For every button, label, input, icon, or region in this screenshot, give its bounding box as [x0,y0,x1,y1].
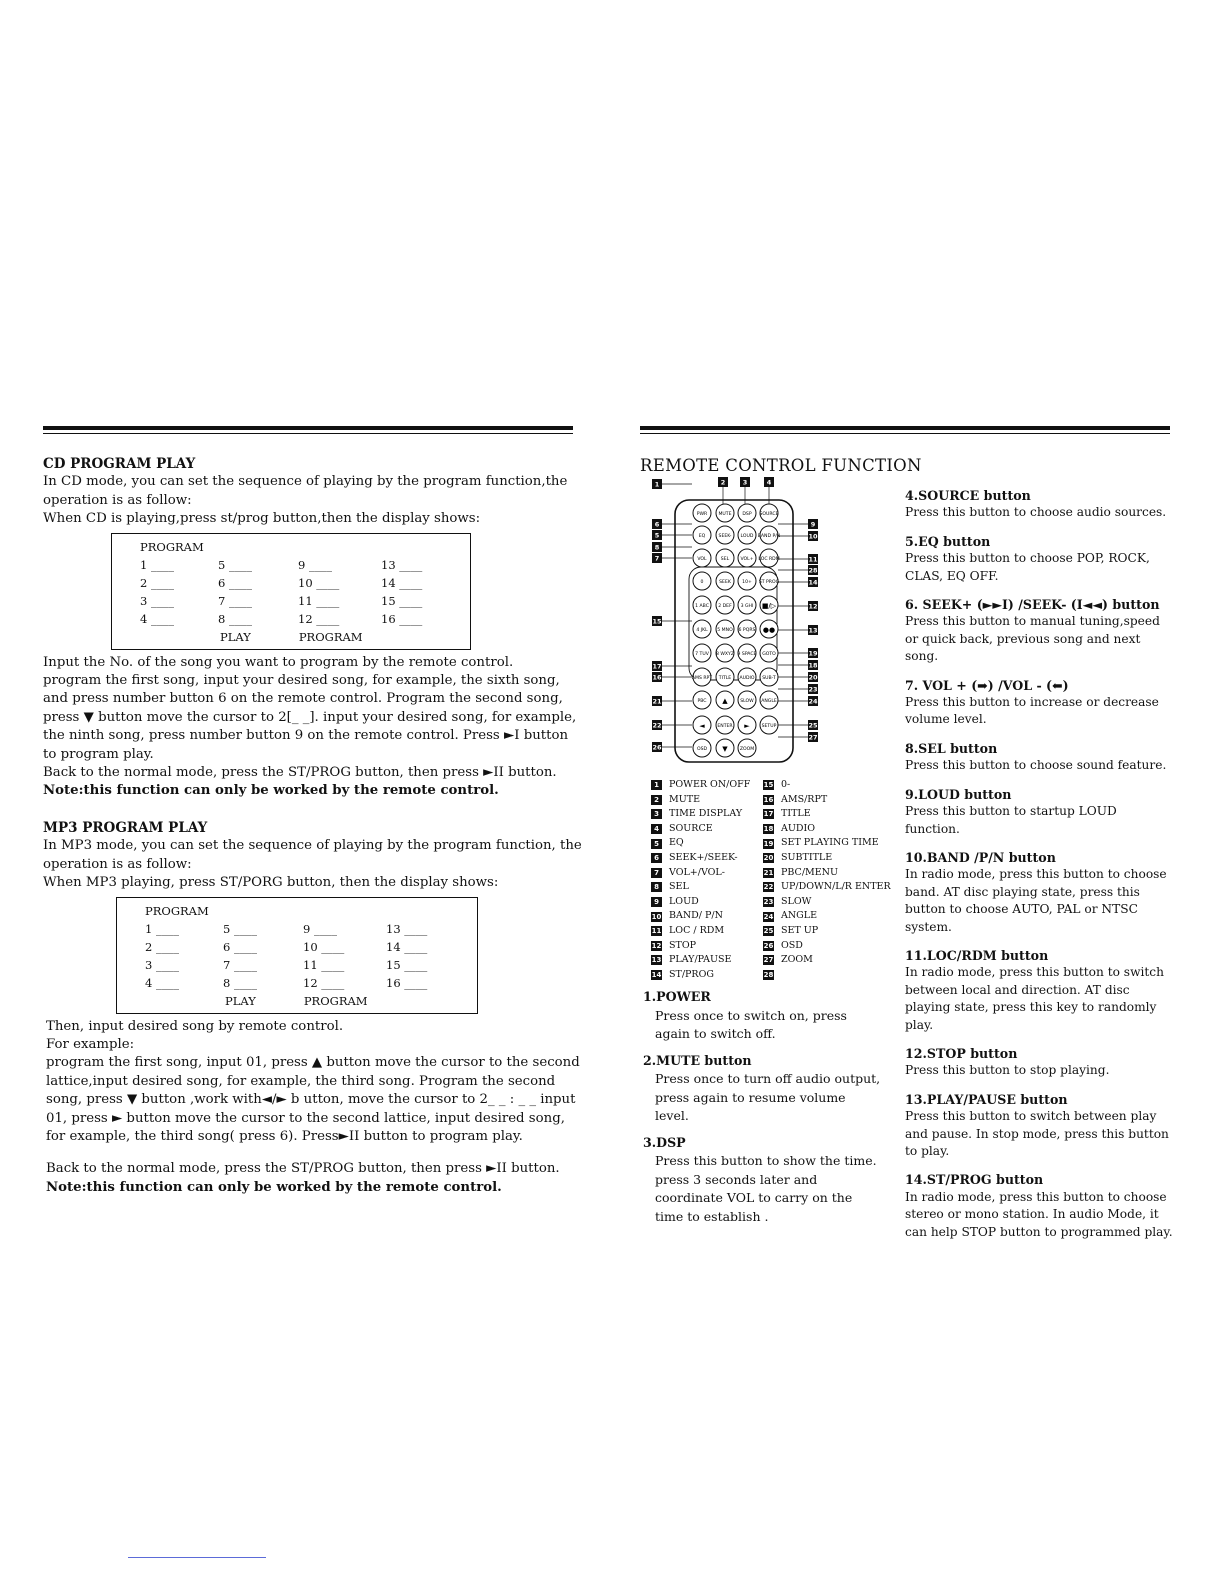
legend-label: OSD [781,939,803,951]
callout-number: 12 [808,602,818,611]
mp3-program-slot: 7 ____ [223,957,257,972]
remote-button-label: MUTE [718,512,732,517]
function-heading: 4.SOURCE button [905,488,1031,503]
callout-number: 28 [808,566,818,575]
callout-number: 24 [808,697,818,706]
remote-button-label: SETUP [761,724,777,729]
footer-link-underline [128,1557,266,1558]
cd-program-slot: 7 ____ [218,593,252,608]
legend-label: ZOOM [781,954,813,966]
callout-number: 21 [652,697,662,706]
cd-body-2: program the first song, input your desired song, for example, the sixth song, and press number button 6 on the remote control. Program the second song, press ▼ button move the cursor to 2[_ _]. input your desired song, for example, the ninth song, press number button 9 on the remote control. Press ►I button to program play. [43,673,577,762]
legend-item [763,851,903,866]
legend-item [763,953,903,968]
mid-function-section [643,1134,883,1227]
legend-number-badge: 12 [651,941,662,950]
cd-program-header: PROGRAM [140,539,204,554]
callout-number: 22 [652,721,662,730]
right-function-section [905,1171,1175,1241]
legend-label: 0- [781,779,791,790]
remote-button-label: 10+ [742,580,752,585]
cd-body-1: Input the No. of the song you want to program by the remote control. [43,654,514,670]
right-function-section [905,849,1175,936]
cd-program-slot: 9 ____ [298,557,332,572]
function-description: Press this button to startup LOUD function. [905,804,1117,836]
legend-label: TIME DISPLAY [669,808,743,820]
cd-program-slot: 4 ____ [140,611,174,626]
function-heading: 10.BAND /P/N button [905,849,1056,865]
function-heading: 13.PLAY/PAUSE button [905,1091,1068,1107]
function-description: In radio mode, press this button to choose stereo or mono station. In audio Mode, it can help STOP button to programmed play. [905,1189,1173,1239]
function-description: Press this button to choose audio sources. [905,505,1167,520]
right-function-section [905,596,1175,666]
function-heading: 1.POWER [643,989,711,1004]
right-function-section [905,677,1175,729]
mp3-program-display [116,897,478,1014]
legend-number-badge: 25 [763,927,774,936]
mp3-body-1: Then, input desired song by remote control. [46,1018,344,1034]
legend-label: SLOW [781,895,812,907]
function-descriptions-right [905,487,1175,1252]
cd-body-3: Back to the normal mode, press the ST/PROG button, then press ►II button. [43,765,557,781]
remote-button-label: ZOOM [739,747,755,752]
mp3-program-slot: 5 ____ [223,921,257,936]
remote-button-label: VOL [697,557,707,562]
mp3-program-slot: 2 ____ [145,939,179,954]
mp3-foot-play: PLAY [225,993,256,1008]
remote-button-label: ANGLE [761,699,777,704]
legend-item [763,895,903,910]
legend-item [763,909,903,924]
callout-number: 17 [652,662,662,671]
function-description: In radio mode, press this button to switch between local and direction. AT disc playing state, press this key to randomly play. [905,965,1164,1032]
legend-number-badge: 3 [651,809,662,819]
arrow-icon: ▲ [722,697,728,705]
function-heading: 14.ST/PROG button [905,1172,1044,1188]
callout-number: 20 [808,673,818,682]
function-heading: 2.MUTE button [643,1052,752,1068]
callout-number: 10 [808,532,818,541]
arrow-icon: ●● [762,626,776,634]
callout-number: 6 [654,520,660,529]
mp3-program-slot: 15 ____ [386,957,428,972]
legend-number-badge: 6 [651,853,662,863]
remote-button-label: SUB-T [762,676,776,681]
function-description: Press this button to choose sound feature. [905,758,1167,773]
mp3-note: Note:this function can only be worked by the remote control. [46,1179,502,1195]
legend-label: SET PLAYING TIME [781,837,879,849]
remote-button-label: LOC RDM [758,557,780,562]
remote-button-label: DSP [742,512,752,517]
callout-number: 16 [652,673,662,682]
remote-button-label: 8 WXYZ [715,652,735,657]
remote-button-label: EQ [698,534,706,539]
callout-number: 26 [652,743,662,752]
legend-item [763,836,903,851]
mid-function-section [643,988,883,1044]
legend-label: VOL+/VOL- [669,866,725,878]
function-heading: 11.LOC/RDM button [905,947,1049,963]
cd-program-slot: 14 ____ [381,575,423,590]
function-heading: 9.LOUD button [905,786,1012,802]
legend-label: SET UP [781,924,819,936]
remote-button-label: 0 [700,580,704,585]
legend-number-badge: 20 [763,854,774,863]
remote-button-label: GOTO [762,652,776,657]
mp3-program-slot: 8 ____ [223,975,257,990]
mp3-body-4: Back to the normal mode, press the ST/PROG button, then press ►II button. [46,1161,560,1177]
legend-number-badge: 5 [651,839,662,849]
legend-label: SEEK+/SEEK- [669,851,738,863]
function-heading: 12.STOP button [905,1045,1018,1061]
remote-button-label: LOUD [740,534,754,539]
mp3-body-2: For example: [46,1036,135,1052]
mp3-program-section [43,819,583,1197]
remote-button-label: SEEK- [718,534,732,539]
legend-item [763,778,903,793]
remote-button-label: SOURCE [759,512,779,517]
cd-program-footer [140,628,470,646]
legend-number-badge: 17 [763,810,774,819]
right-function-section [905,1045,1175,1080]
legend-column-2 [763,778,903,982]
legend-item [763,822,903,837]
legend-label: PLAY/PAUSE [669,954,732,966]
legend-number-badge: 16 [763,795,774,804]
cd-program-slot: 13 ____ [381,557,423,572]
mp3-program-slot: 1 ____ [145,921,179,936]
legend-label: EQ [669,837,684,849]
legend-item [763,880,903,895]
legend-number-badge: 1 [651,780,662,790]
legend-number-badge: 2 [651,795,662,805]
legend-label: SUBTITLE [781,851,833,863]
function-description: In radio mode, press this button to choose band. AT disc playing state, press this button to choose AUTO, PAL or NTSC system. [905,867,1167,934]
remote-button-label: OSD [696,747,708,752]
function-heading: 7. VOL + (➡) /VOL - (⬅) [905,677,1069,693]
cd-program-display [111,533,471,650]
cd-program-slot: 12 ____ [298,611,340,626]
callout-number: 4 [766,478,772,487]
cd-program-slot: 3 ____ [140,593,174,608]
cd-program-title: CD PROGRAM PLAY [43,456,196,472]
remote-button-label: BAND P/N [757,534,781,539]
function-description: Press once to turn off audio output, press again to resume volume level. [655,1071,881,1123]
function-heading: 3.DSP [643,1134,686,1150]
mp3-program-title: MP3 PROGRAM PLAY [43,819,208,836]
legend-number-badge: 10 [651,912,662,921]
cd-program-slot: 15 ____ [381,593,423,608]
mp3-program-slot: 14 ____ [386,939,428,954]
legend-item [763,866,903,881]
function-description: Press this button to show the time. press 3 seconds later and coordinate VOL to carry on the time to establish . [655,1153,877,1224]
right-function-section [905,947,1175,1034]
right-function-section [905,487,1175,522]
legend-label: AUDIO [781,822,816,834]
legend-number-badge: 18 [763,825,774,834]
right-function-section [905,533,1175,585]
arrow-icon: ■/▷ [761,602,777,610]
remote-button-label: TITLE [718,676,732,681]
cd-program-slot: 1 ____ [140,557,174,572]
remote-button-label: SEEK [719,580,731,585]
cd-program-slot: 16 ____ [381,611,423,626]
legend-item [763,807,903,822]
cd-note: Note:this function can only be worked by the remote control. [43,783,499,799]
legend-label: BAND/ P/N [669,910,723,922]
legend-label: LOUD [669,895,699,907]
callout-number: 27 [808,733,818,742]
function-description: Press this button to switch between play and pause. In stop mode, press this button to play. [905,1109,1169,1158]
legend-label: POWER ON/OFF [669,779,751,790]
mp3-body-3: program the first song, input 01, press ▲ button move the cursor to the second lattice,input desired song, for example, the third song. Program the second song, press ▼ button ,work with◄/► b utton, move the cursor to 2_ _ : _ _ input 01, press ► button move the cursor to the second lattice, input desired song, for example, the third song( press 6). Press►II button to program play. [46,1055,580,1144]
function-heading: 5.EQ button [905,533,991,549]
mp3-program-grid [145,920,477,992]
left-top-rule [43,426,573,430]
legend-number-badge: 26 [763,941,774,950]
left-column [43,455,583,1197]
legend-label: UP/DOWN/L/R ENTER [781,881,891,893]
function-description: Press this button to manual tuning,speed or quick back, previous song and next song. [905,614,1160,664]
mp3-program-slot: 6 ____ [223,939,257,954]
legend-number-badge: 28 [763,971,774,980]
remote-button-label: 1 ABC [695,604,709,609]
mp3-program-slot: 12 ____ [303,975,345,990]
remote-button-label: AMS RPT [691,676,713,681]
remote-button-label: 3 GHI [740,604,754,609]
mp3-program-slot: 13 ____ [386,921,428,936]
remote-button-label: 2 DEF [718,604,732,609]
legend-item [763,924,903,939]
callout-number: 14 [808,578,818,587]
legend-label: ANGLE [781,910,818,922]
cd-intro: In CD mode, you can set the sequence of playing by the program function,the operation is as follow: [43,474,568,508]
function-description: Press this button to stop playing. [905,1063,1110,1078]
mp3-program-slot: 10 ____ [303,939,345,954]
right-function-section [905,740,1175,775]
cd-foot-program: PROGRAM [298,629,363,644]
legend-label: PBC/MENU [781,866,838,878]
cd-program-slot: 6 ____ [218,575,252,590]
cd-program-slot: 10 ____ [298,575,340,590]
legend-label: ST/PROG [669,968,714,980]
right-function-section [905,1091,1175,1161]
mp3-program-header: PROGRAM [145,903,209,918]
mp3-program-slot: 16 ____ [386,975,428,990]
legend-number-badge: 14 [651,971,662,980]
arrow-icon: ◄ [699,722,705,730]
callout-number: 23 [808,685,818,694]
legend-label: TITLE [781,808,811,820]
callout-number: 3 [742,478,748,487]
function-descriptions-middle [643,988,883,1234]
remote-button-label: PBC [697,699,707,704]
legend-label: SEL [669,881,689,893]
callout-number: 5 [654,531,660,540]
legend-item [763,968,903,983]
legend-number-badge: 19 [763,839,774,848]
cd-program-slot: 8 ____ [218,611,252,626]
mp3-program-footer [145,992,477,1010]
mp3-intro: In MP3 mode, you can set the sequence of playing by the program function, the operation is as follow: [43,838,582,872]
callout-number: 15 [652,617,662,626]
remote-button-label: 6 PQRS [738,628,756,633]
cd-program-grid [140,556,470,628]
arrow-icon: ► [744,722,750,730]
legend-number-badge: 15 [763,781,774,790]
cd-program-section [43,455,583,801]
legend-item [763,939,903,954]
remote-button-label: ENTER [717,724,733,729]
legend-number-badge: 9 [651,897,662,907]
function-description: Press once to switch on, press again to switch off. [655,1007,847,1041]
callout-number: 2 [720,478,726,487]
legend-label: AMS/RPT [781,793,828,805]
legend-label: MUTE [669,793,701,805]
legend-number-badge: 21 [763,868,774,877]
right-top-rule [640,426,1170,430]
mp3-when: When MP3 playing, press ST/PORG button, then the display shows: [43,875,499,891]
callout-number: 9 [810,520,816,529]
legend-number-badge: 13 [651,956,662,965]
legend-number-badge: 27 [763,956,774,965]
legend-label: STOP [669,939,697,951]
callout-number: 19 [808,649,818,658]
remote-button-label: ST PROG [758,580,780,585]
remote-button-label: PWR [696,512,708,517]
remote-control-title: REMOTE CONTROL FUNCTION [640,456,922,475]
legend-number-badge: 22 [763,883,774,892]
callout-number: 13 [808,626,818,635]
cd-when: When CD is playing,press st/prog button,then the display shows: [43,511,481,527]
mp3-program-slot: 4 ____ [145,975,179,990]
mid-function-section [643,1052,883,1126]
legend-number-badge: 24 [763,912,774,921]
cd-program-slot: 5 ____ [218,557,252,572]
mp3-program-slot: 3 ____ [145,957,179,972]
legend-number-badge: 11 [651,927,662,936]
right-function-section [905,786,1175,838]
arrow-icon: ▼ [722,745,728,753]
callout-number: 18 [808,661,818,670]
legend-number-badge: 23 [763,898,774,907]
mp3-foot-program: PROGRAM [303,993,368,1008]
callout-number: 8 [654,543,660,552]
callout-number: 25 [808,721,818,730]
mp3-program-slot: 9 ____ [303,921,337,936]
cd-program-slot: 11 ____ [298,593,340,608]
remote-button-label: 7 TUV [695,652,709,657]
remote-button-label: SLOW [740,699,754,704]
legend-number-badge: 4 [651,824,662,834]
function-description: Press this button to increase or decrease volume level. [905,695,1159,727]
mp3-program-slot: 11 ____ [303,957,345,972]
cd-foot-play: PLAY [220,629,251,644]
function-heading: 6. SEEK+ (►►I) /SEEK- (I◄◄) button [905,597,1160,613]
remote-button-label: 5 MNO [717,628,733,633]
cd-program-slot: 2 ____ [140,575,174,590]
callout-number: 1 [654,480,660,489]
remote-button-label: 9 SPACE [737,652,757,657]
legend-number-badge: 7 [651,868,662,878]
legend-item [763,793,903,808]
remote-button-label: SEL [720,557,730,562]
legend-label: SOURCE [669,822,713,834]
callout-number: 7 [654,554,660,563]
callout-number: 11 [808,555,818,564]
function-description: Press this button to choose POP, ROCK, CLAS, EQ OFF. [905,551,1150,583]
legend-number-badge: 8 [651,882,662,892]
function-heading: 8.SEL button [905,740,998,756]
remote-control-diagram [650,475,818,767]
remote-button-label: VOL+ [740,557,754,562]
remote-button-label: 4 JKL [696,628,708,633]
legend-label: LOC / RDM [669,924,725,936]
remote-button-label: AUDIO [739,676,755,681]
